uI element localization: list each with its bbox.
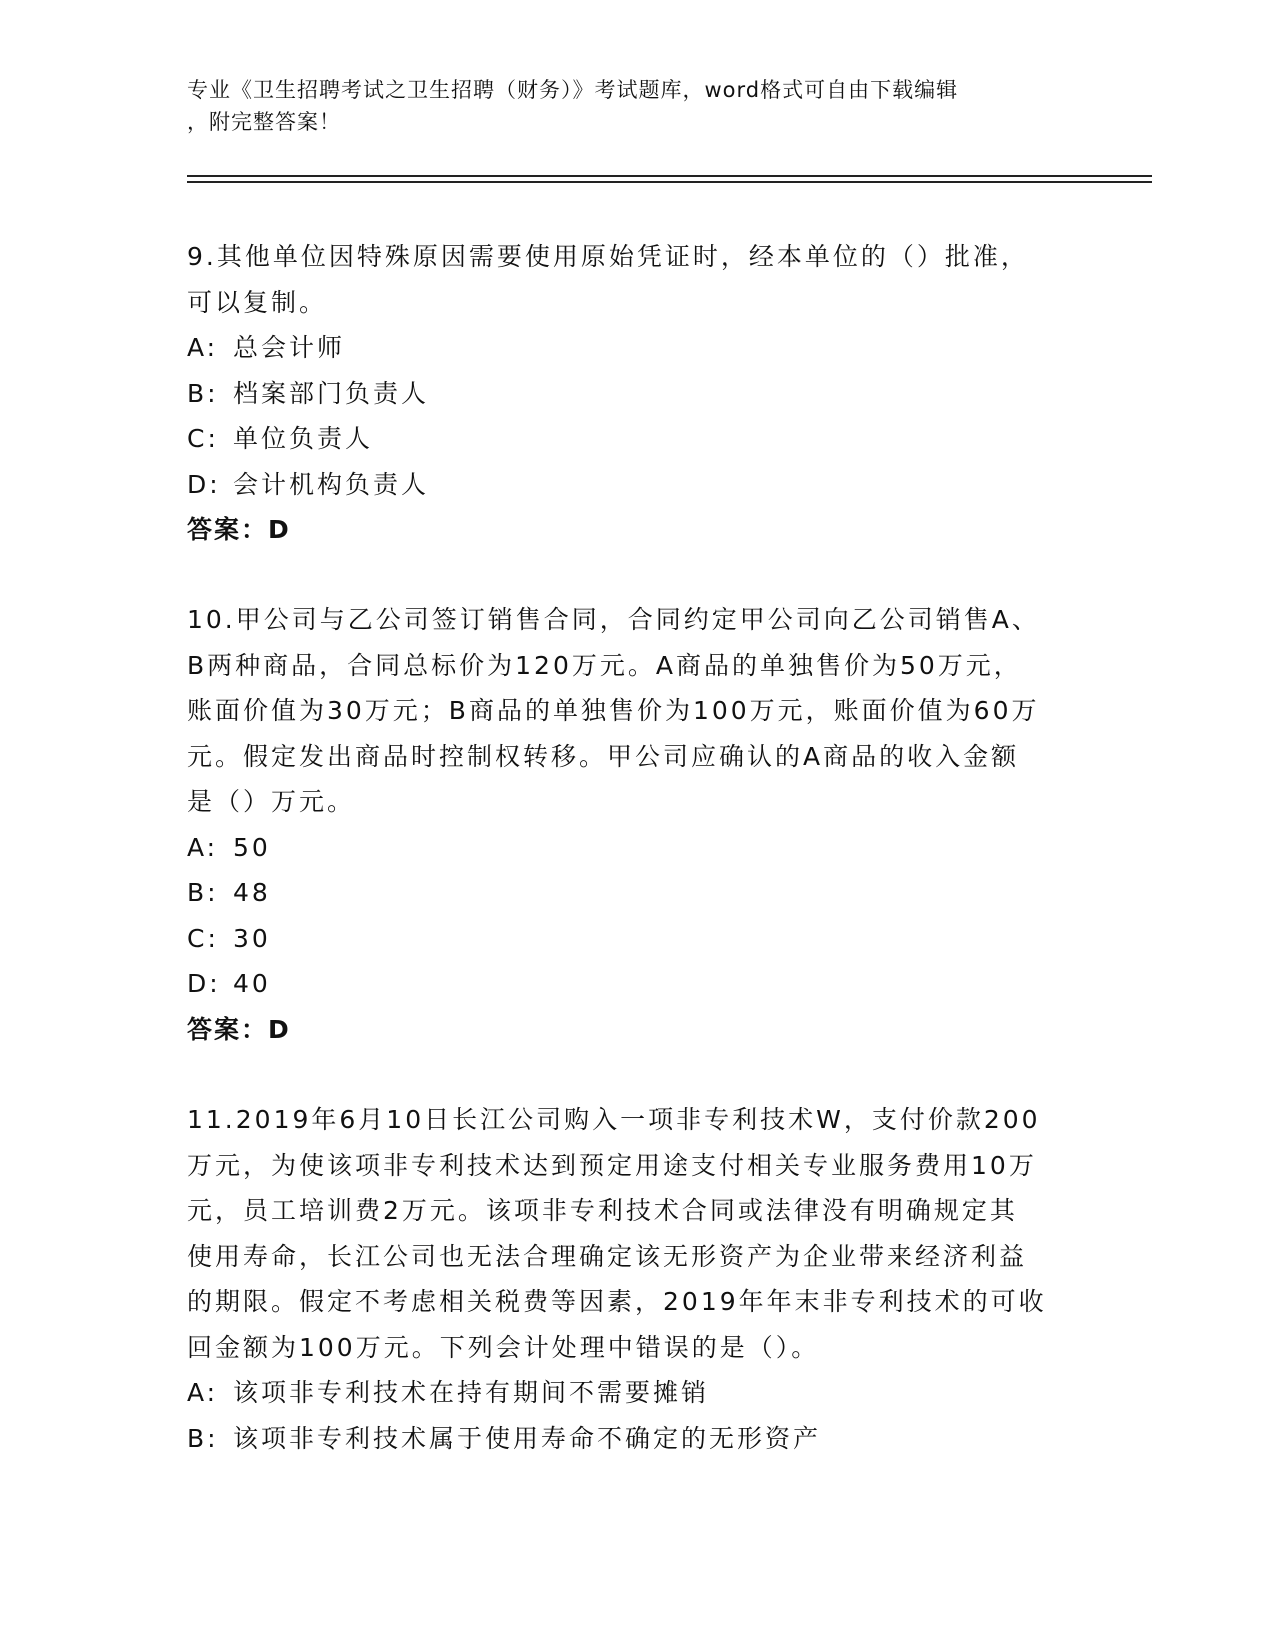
question-stem-line: B两种商品，合同总标价为120万元。A商品的单独售价为50万元，: [187, 650, 1022, 680]
question-11: [187, 1097, 1087, 1461]
option-a: [187, 1370, 1087, 1416]
header-text-line-2: ，附完整答案！: [187, 110, 341, 134]
option-letter: C:: [187, 923, 219, 953]
document-header: [187, 74, 1067, 138]
option-d: [187, 462, 1087, 508]
option-b: [187, 1416, 1087, 1462]
question-stem-line: 元。假定发出商品时控制权转移。甲公司应确认的A商品的收入金额: [187, 741, 1020, 771]
option-text: 50: [233, 832, 271, 862]
option-text: 该项非专利技术属于使用寿命不确定的无形资产: [233, 1423, 822, 1453]
header-divider-top: [187, 175, 1152, 177]
option-c: [187, 916, 1087, 962]
option-b: [187, 870, 1087, 916]
option-letter: A:: [187, 1378, 219, 1407]
answer-label: 答案：D: [187, 1014, 291, 1044]
option-letter: B:: [187, 878, 219, 907]
option-a: [187, 325, 1087, 371]
option-text: 会计机构负责人: [233, 469, 430, 499]
answer-label: 答案：D: [187, 515, 291, 544]
question-stem-line: 10.甲公司与乙公司签订销售合同，合同约定甲公司向乙公司销售A、: [187, 605, 1040, 634]
option-letter: A:: [187, 832, 219, 862]
option-letter: A:: [187, 333, 219, 362]
header-text-line-1: 专业《卫生招聘考试之卫生招聘（财务）》考试题库，word格式可自由下载编辑: [187, 78, 959, 102]
question-10: [187, 597, 1087, 1052]
question-stem-line: 回金额为100万元。下列会计处理中错误的是（）。: [187, 1332, 820, 1362]
header-divider-bottom: [187, 181, 1152, 183]
question-stem-line: 使用寿命，长江公司也无法合理确定该无形资产为企业带来经济利益: [187, 1241, 1028, 1271]
option-letter: C:: [187, 424, 219, 453]
option-b: [187, 371, 1087, 417]
option-text: 单位负责人: [233, 424, 374, 453]
option-letter: B:: [187, 1423, 219, 1453]
option-a: [187, 825, 1087, 871]
question-stem-line: 元，员工培训费2万元。该项非专利技术合同或法律没有明确规定其: [187, 1196, 1018, 1225]
option-letter: D:: [187, 469, 221, 499]
option-text: 该项非专利技术在持有期间不需要摊销: [233, 1378, 710, 1407]
question-stem-line: 是（）万元。: [187, 787, 356, 816]
question-9: [187, 234, 1087, 553]
option-d: [187, 961, 1087, 1007]
option-text: 档案部门负责人: [233, 378, 430, 408]
question-stem-line: 万元，为使该项非专利技术达到预定用途支付相关专业服务费用10万: [187, 1150, 1037, 1180]
question-stem-line: 的期限。假定不考虑相关税费等因素，2019年年末非专利技术的可收: [187, 1287, 1047, 1316]
option-letter: B:: [187, 378, 219, 408]
question-stem-line: 11.2019年6月10日长江公司购入一项非专利技术W，支付价款200: [187, 1105, 1041, 1134]
option-letter: D:: [187, 969, 221, 998]
question-stem-line: 可以复制。: [187, 287, 328, 317]
option-c: [187, 416, 1087, 462]
option-text: 总会计师: [233, 333, 346, 362]
option-text: 48: [233, 878, 271, 907]
option-text: 30: [233, 923, 271, 953]
question-stem-line: 9.其他单位因特殊原因需要使用原始凭证时，经本单位的（）批准，: [187, 242, 1029, 271]
question-stem-line: 账面价值为30万元；B商品的单独售价为100万元，账面价值为60万: [187, 696, 1040, 725]
option-text: 40: [233, 969, 271, 998]
